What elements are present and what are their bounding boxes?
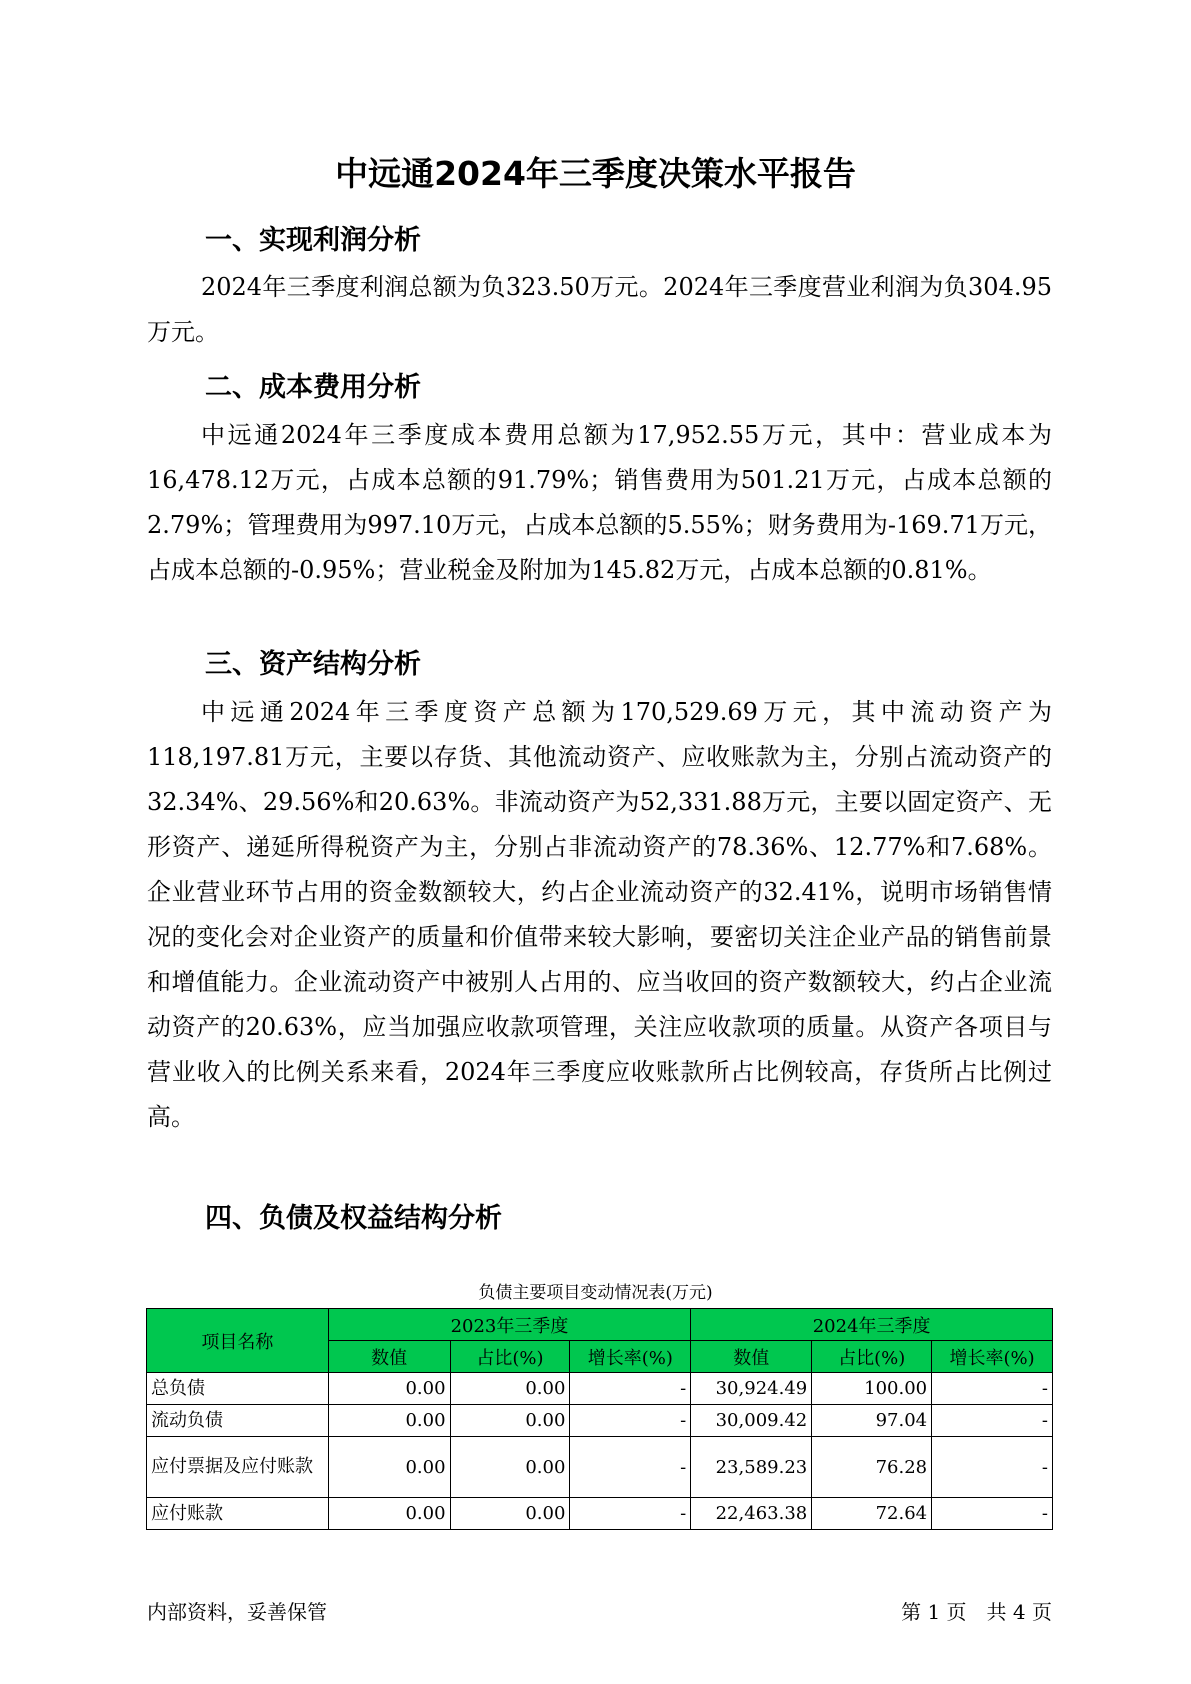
cell-value: 76.28	[812, 1437, 932, 1498]
cell-value: 0.00	[328, 1405, 450, 1437]
item-name-header: 项目名称	[147, 1309, 329, 1373]
row-name: 应付票据及应付账款	[147, 1437, 329, 1498]
cell-value: -	[932, 1498, 1053, 1530]
subheader-growth-2024: 增长率(%)	[932, 1341, 1053, 1373]
subheader-value-2024: 数值	[691, 1341, 812, 1373]
subheader-growth-2023: 增长率(%)	[570, 1341, 691, 1373]
cell-value: 0.00	[450, 1498, 570, 1530]
cell-value: 0.00	[328, 1437, 450, 1498]
liabilities-table	[146, 1308, 1053, 1530]
cell-value: -	[932, 1405, 1053, 1437]
table-row	[147, 1498, 1053, 1530]
cell-value: 23,589.23	[691, 1437, 812, 1498]
section-heading-profit: 一、实现利润分析	[205, 225, 421, 256]
subheader-value-2023: 数值	[328, 1341, 450, 1373]
table-header-row	[147, 1309, 1053, 1341]
period-2024-header: 2024年三季度	[691, 1309, 1053, 1341]
subheader-ratio-2024: 占比(%)	[812, 1341, 932, 1373]
table-row	[147, 1373, 1053, 1405]
cell-value: -	[932, 1373, 1053, 1405]
cell-value: -	[932, 1437, 1053, 1498]
cell-value: 97.04	[812, 1405, 932, 1437]
cell-value: 0.00	[328, 1373, 450, 1405]
row-name: 应付账款	[147, 1498, 329, 1530]
period-2023-header: 2023年三季度	[328, 1309, 691, 1341]
cell-value: -	[570, 1373, 691, 1405]
cell-value: 22,463.38	[691, 1498, 812, 1530]
cell-value: 0.00	[450, 1373, 570, 1405]
section-text-assets: 中远通2024年三季度资产总额为170,529.69万元，其中流动资产为118,197.81万元，主要以存货、其他流动资产、应收账款为主，分别占流动资产的32.34%、29.56%和20.63%。非流动资产为52,331.88万元，主要以固定资产、无形资产、递延所得税资产为主，分别占非流动资产的78.36%、12.77%和7.68%。企业营业环节占用的资金数额较大，约占企业流动资产的32.41%，说明市场销售情况的变化会对企业资产的质量和价值带来较大影响，要密切关注企业产品的销售前景和增值能力。企业流动资产中被别人占用的、应当收回的资产数额较大，约占企业流动资产的20.63%，应当加强应收款项管理，关注应收款项的质量。从资产各项目与营业收入的比例关系来看，2024年三季度应收账款所占比例较高，存货所占比例过高。	[147, 698, 1052, 1131]
section-text-cost: 中远通2024年三季度成本费用总额为17,952.55万元，其中：营业成本为16,478.12万元，占成本总额的91.79%；销售费用为501.21万元，占成本总额的2.79%；管理费用为997.10万元，占成本总额的5.55%；财务费用为-169.71万元，占成本总额的-0.95%；营业税金及附加为145.82万元，占成本总额的0.81%。	[147, 421, 1052, 584]
footer-confidential: 内部资料，妥善保管	[147, 1600, 327, 1624]
table-row	[147, 1405, 1053, 1437]
subheader-ratio-2023: 占比(%)	[450, 1341, 570, 1373]
table-row	[147, 1437, 1053, 1498]
row-name: 流动负债	[147, 1405, 329, 1437]
cell-value: 100.00	[812, 1373, 932, 1405]
section-text-profit: 2024年三季度利润总额为负323.50万元。2024年三季度营业利润为负304.95万元。	[147, 273, 1052, 346]
cell-value: -	[570, 1405, 691, 1437]
cell-value: -	[570, 1437, 691, 1498]
cell-value: 30,009.42	[691, 1405, 812, 1437]
cell-value: -	[570, 1498, 691, 1530]
cell-value: 30,924.49	[691, 1373, 812, 1405]
row-name: 总负债	[147, 1373, 329, 1405]
cell-value: 72.64	[812, 1498, 932, 1530]
cell-value: 0.00	[328, 1498, 450, 1530]
cell-value: 0.00	[450, 1437, 570, 1498]
table-caption: 负债主要项目变动情况表(万元)	[478, 1283, 713, 1303]
section-heading-cost: 二、成本费用分析	[205, 372, 421, 403]
section-heading-assets: 三、资产结构分析	[205, 649, 421, 680]
report-title: 中远通2024年三季度决策水平报告	[335, 154, 856, 193]
footer-page-number: 第 1 页 共 4 页	[901, 1600, 1052, 1624]
section-heading-liabilities: 四、负债及权益结构分析	[205, 1203, 502, 1234]
cell-value: 0.00	[450, 1405, 570, 1437]
